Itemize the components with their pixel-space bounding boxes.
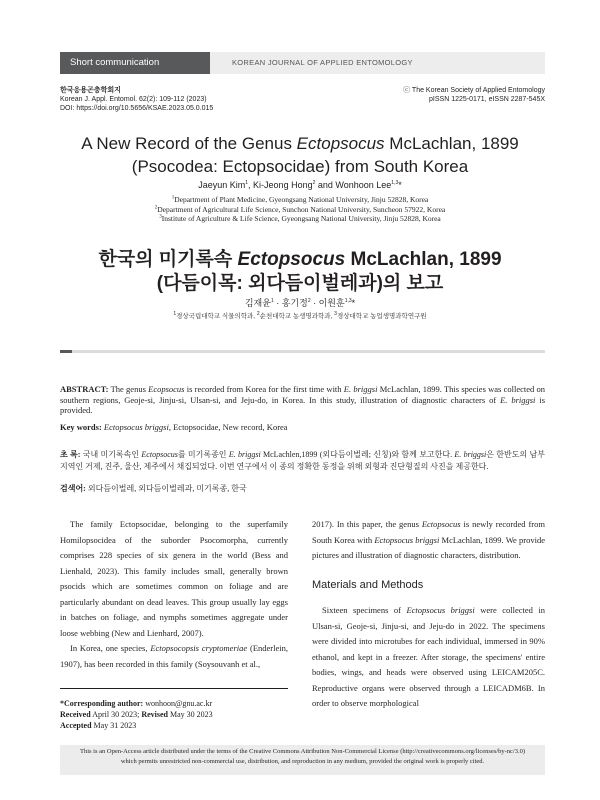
section-tab (60, 52, 210, 74)
section-heading-methods: Materials and Methods (312, 578, 424, 591)
header-band (60, 52, 545, 74)
abstract-en: ABSTRACT: The genus Ecopsocus is recorded from Korea for the first time with E. briggsi McLachlan, 1899. This species was collected on southern regions, Geoje-si, Jinju-si, Ulsan-si, and Jeju-do, in Korea. In this study, illustration of diagnostic characters of E. briggsi is provided. (60, 384, 546, 415)
authors-en: Jaeyun Kim$^1$, Ki-Jeong Hong$^2$ and Wonhoon Lee$^{1,3}$* (198, 180, 402, 190)
body-paragraph-4: Sixteen specimens of Ectopsocus briggsi were collected in Ulsan-si, Geoje-si, Jinju-si, and Jeju-do in 2022. The specimens were divided into microtubes for each individual, immersed in 90% ethanol, and kept in a freezer. After storage, the specimens' entire bodies, wings, and heads were observed using LEICAM205C. Reproductive organs were observed through a LEICADM6B. In order to observe morphological (312, 605, 545, 708)
section-divider (60, 350, 545, 353)
authors-ko: 김재윤$^1$ · 홍기정$^2$ · 이원훈$^{1,3}$* (244, 298, 356, 308)
title-ko-line1: 한국의 미기록속 Ectopsocus McLachlan, 1899 (98, 249, 502, 270)
title-en-line1: A New Record of the Genus Ectopsocus McLachlan, 1899 (81, 134, 519, 153)
body-paragraph-3: 2017). In this paper, the genus Ectopsocus is newly recorded from South Korea with Ectopsocus briggsi McLachlan, 1899. We provide pictures and illustration of diagnostic characters, distribution. (312, 519, 545, 560)
journal-info-right (360, 86, 545, 104)
license-line-1: This is an Open-Access article distributed under the terms of the Creative Commons Attribution Non-Commercial License (http://creativecommons.org/licenses/by-nc/3.0) (79, 748, 526, 755)
corresponding-author: *Corresponding author: wonhoon@gnu.ac.kr (60, 699, 213, 708)
journal-banner (210, 52, 545, 74)
affiliation-en-2: $^2$Department of Agricultural Life Science, Sunchon National University, Suncheon 57922, Korea (154, 204, 446, 214)
journal-name-caps: KOREAN JOURNAL OF APPLIED ENTOMOLOGY (232, 58, 413, 67)
affiliations-ko: $^1$경상국립대학교 식물의학과, $^2$순천대학교 농생명과학과, $^3$경상대학교 농업생명과학연구원 (173, 310, 427, 320)
section-divider-accent (60, 350, 72, 353)
body-paragraph-2: In Korea, one species, Ectopsocopsis cryptomeriae (Enderlein, 1907), has been recorded in this family (Soysouvanh et al., (60, 643, 289, 669)
journal-title-ko: 한국응용곤충학회지 (60, 87, 121, 94)
keywords-en: Key words: Ectopsocus briggsi, Ectopsocidae, New record, Korea (60, 422, 288, 432)
footnote-rule (60, 688, 288, 689)
affiliation-en-3: $^3$Institute of Agriculture & Life Science, Gyeongsang National University, Jinju 52828, Korea (159, 214, 441, 223)
title-en-line2: (Psocodea: Ectopsocidae) from South Korea (131, 157, 469, 176)
accepted-date: Accepted May 31 2023 (60, 721, 137, 730)
affiliations-en (0, 195, 600, 224)
license-box (60, 745, 545, 775)
journal-info-left (60, 86, 213, 113)
body-paragraph-1: The family Ectopsocidae, belonging to the superfamily Homilopsocidea of the suborder Psocomorpha, currently comprises 228 species of six genera in the world (Bess and Lienhald, 2023). This family includes small, generally brown psocids which are sometimes common on foliage and are particularly abundant on dead leaves. This group usually lay eggs in batches on foliage, and nymphs sometimes aggregate under loose webbing (New and Lienhard, 2007). (60, 519, 288, 638)
journal-issn: pISSN 1225-0171, eISSN 2287-545X (429, 96, 545, 103)
title-ko-genus: Ectopsocus (237, 249, 346, 270)
keywords-ko: 검색어: 외다듬이벌레, 외다듬이벌레과, 미기록종, 한국 (60, 484, 247, 493)
title-en-genus: Ectopsocus (296, 134, 385, 153)
abstract-ko: 초 록: 국내 미기록속인 Ectopsocus를 미기록종인 E. briggsi McLachlen,1899 (외다듬이벌레; 신칭)와 함께 보고한다. E. briggsi은 한반도의 남부지역인 거제, 진주, 울산, 제주에서 채집되었다. 이번 연구에서 이 종의 정확한 동정을 위해 외형과 진단형질의 사진을 제공한다. (60, 450, 545, 471)
license-line-2: which permits unrestricted non-commercial use, distribution, and reproduction in any medium, provided the original work is properly cited. (120, 757, 485, 765)
footnote (60, 698, 288, 731)
body-right-column (312, 517, 545, 712)
journal-doi: DOI: https://doi.org/10.5656/KSAE.2023.05.0.015 (60, 105, 214, 112)
section-label: Short communication (70, 57, 160, 68)
body-left-column (60, 517, 288, 672)
journal-citation: Korean J. Appl. Entomol. 62(2): 109-112 (2023) (60, 96, 207, 103)
affiliation-en-1: $^1$Department of Plant Medicine, Gyeongsang National University, Jinju 52828, Korea (171, 195, 429, 204)
journal-copyright: ⓒ The Korean Society of Applied Entomology (403, 87, 545, 94)
received-revised: Received April 30 2023; Revised May 30 2023 (60, 710, 213, 719)
title-ko-line2: (다듬이목: 외다듬이벌레과)의 보고 (156, 273, 444, 294)
